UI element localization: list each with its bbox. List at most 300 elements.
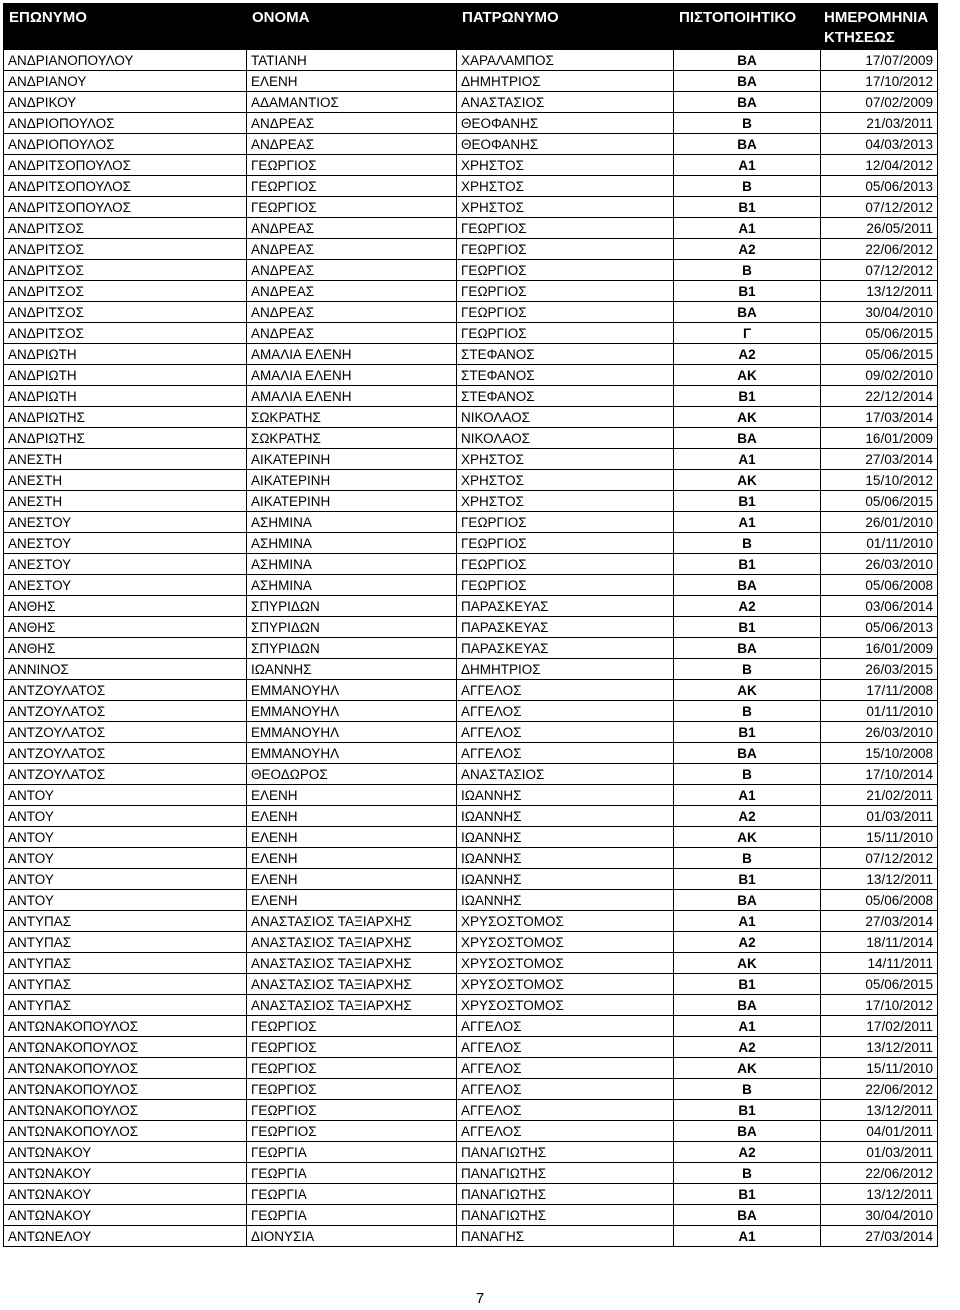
cell-date: 01/11/2010 (821, 533, 938, 554)
cell-surname: ΑΝΕΣΤΗ (4, 470, 247, 491)
header-surname: ΕΠΩΝΥΜΟ (4, 4, 247, 50)
cell-date: 01/03/2011 (821, 806, 938, 827)
cell-certificate: ΒΑ (674, 890, 821, 911)
cell-date: 15/10/2012 (821, 470, 938, 491)
table-body (4, 50, 938, 1247)
cell-patronymic: ΓΕΩΡΓΙΟΣ (457, 575, 674, 596)
table-row (4, 1184, 938, 1205)
cell-certificate: Β (674, 533, 821, 554)
cell-certificate: ΑΚ (674, 680, 821, 701)
table-row (4, 176, 938, 197)
cell-certificate: ΒΑ (674, 50, 821, 71)
cell-date: 03/06/2014 (821, 596, 938, 617)
table-row (4, 260, 938, 281)
cell-name: ΕΛΕΝΗ (247, 848, 457, 869)
cell-certificate: ΑΚ (674, 1058, 821, 1079)
cell-patronymic: ΓΕΩΡΓΙΟΣ (457, 323, 674, 344)
cell-name: ΑΣΗΜΙΝΑ (247, 533, 457, 554)
cell-surname: ΑΝΤΩΝΑΚΟΠΟΥΛΟΣ (4, 1100, 247, 1121)
cell-patronymic: ΠΑΝΑΓΙΩΤΗΣ (457, 1205, 674, 1226)
cell-patronymic: ΑΓΓΕΛΟΣ (457, 1016, 674, 1037)
table-row (4, 92, 938, 113)
cell-date: 27/03/2014 (821, 449, 938, 470)
cell-patronymic: ΣΤΕΦΑΝΟΣ (457, 365, 674, 386)
cell-surname: ΑΝΤΩΝΑΚΟΠΟΥΛΟΣ (4, 1121, 247, 1142)
cell-patronymic: ΧΑΡΑΛΑΜΠΟΣ (457, 50, 674, 71)
table-row (4, 470, 938, 491)
table-row (4, 596, 938, 617)
cell-patronymic: ΝΙΚΟΛΑΟΣ (457, 428, 674, 449)
table-row (4, 449, 938, 470)
cell-patronymic: ΙΩΑΝΝΗΣ (457, 848, 674, 869)
cell-patronymic: ΑΓΓΕΛΟΣ (457, 722, 674, 743)
cell-surname: ΑΝΘΗΣ (4, 617, 247, 638)
cell-date: 18/11/2014 (821, 932, 938, 953)
table-row (4, 743, 938, 764)
cell-name: ΣΠΥΡΙΔΩΝ (247, 617, 457, 638)
cell-certificate: Α2 (674, 1142, 821, 1163)
cell-name: ΣΩΚΡΑΤΗΣ (247, 428, 457, 449)
cell-name: ΕΛΕΝΗ (247, 827, 457, 848)
cell-patronymic: ΙΩΑΝΝΗΣ (457, 806, 674, 827)
cell-certificate: Α2 (674, 596, 821, 617)
cell-surname: ΑΝΔΡΙΩΤΗ (4, 344, 247, 365)
cell-date: 22/06/2012 (821, 1163, 938, 1184)
cell-name: ΓΕΩΡΓΙΟΣ (247, 1037, 457, 1058)
cell-surname: ΑΝΔΡΙΟΠΟΥΛΟΣ (4, 134, 247, 155)
cell-patronymic: ΠΑΡΑΣΚΕΥΑΣ (457, 596, 674, 617)
cell-patronymic: ΓΕΩΡΓΙΟΣ (457, 281, 674, 302)
cell-name: ΑΝΔΡΕΑΣ (247, 218, 457, 239)
cell-name: ΓΕΩΡΓΙΟΣ (247, 1079, 457, 1100)
cell-date: 01/11/2010 (821, 701, 938, 722)
cell-surname: ΑΝΤΖΟΥΛΑΤΟΣ (4, 743, 247, 764)
cell-surname: ΑΝΤΖΟΥΛΑΤΟΣ (4, 722, 247, 743)
cell-patronymic: ΠΑΝΑΓΙΩΤΗΣ (457, 1142, 674, 1163)
cell-date: 09/02/2010 (821, 365, 938, 386)
cell-surname: ΑΝΔΡΙΤΣΟΣ (4, 281, 247, 302)
cell-patronymic: ΑΓΓΕΛΟΣ (457, 701, 674, 722)
cell-date: 21/03/2011 (821, 113, 938, 134)
cell-name: ΕΜΜΑΝΟΥΗΛ (247, 701, 457, 722)
table-row (4, 1226, 938, 1247)
table-row (4, 995, 938, 1016)
cell-date: 22/12/2014 (821, 386, 938, 407)
cell-surname: ΑΝΕΣΤΗ (4, 491, 247, 512)
cell-date: 26/01/2010 (821, 512, 938, 533)
header-acquisition-date (821, 4, 938, 50)
cell-surname: ΑΝΤΩΝΑΚΟΥ (4, 1163, 247, 1184)
cell-name: ΕΜΜΑΝΟΥΗΛ (247, 680, 457, 701)
header-date-line1: ΗΜΕΡΟΜΗΝΙΑ (824, 9, 929, 26)
cell-patronymic: ΓΕΩΡΓΙΟΣ (457, 218, 674, 239)
table-row (4, 344, 938, 365)
cell-certificate: Β (674, 848, 821, 869)
cell-surname: ΑΝΤΟΥ (4, 785, 247, 806)
cell-date: 13/12/2011 (821, 1037, 938, 1058)
cell-patronymic: ΠΑΝΑΓΙΩΤΗΣ (457, 1163, 674, 1184)
cell-patronymic: ΧΡΗΣΤΟΣ (457, 449, 674, 470)
cell-surname: ΑΝΤΥΠΑΣ (4, 953, 247, 974)
cell-patronymic: ΑΓΓΕΛΟΣ (457, 1079, 674, 1100)
cell-patronymic: ΧΡΥΣΟΣΤΟΜΟΣ (457, 974, 674, 995)
cell-surname: ΑΝΤΖΟΥΛΑΤΟΣ (4, 764, 247, 785)
cell-certificate: Β1 (674, 281, 821, 302)
cell-name: ΓΕΩΡΓΙΟΣ (247, 1016, 457, 1037)
cell-surname: ΑΝΔΡΙΩΤΗΣ (4, 407, 247, 428)
cell-name: ΕΛΕΝΗ (247, 785, 457, 806)
table-row (4, 827, 938, 848)
cell-name: ΣΠΥΡΙΔΩΝ (247, 638, 457, 659)
cell-date: 07/12/2012 (821, 260, 938, 281)
cell-certificate: Α2 (674, 239, 821, 260)
cell-certificate: ΑΚ (674, 407, 821, 428)
cell-surname: ΑΝΤΩΝΑΚΟΥ (4, 1205, 247, 1226)
cell-certificate: Α1 (674, 1016, 821, 1037)
cell-patronymic: ΑΓΓΕΛΟΣ (457, 743, 674, 764)
table-row (4, 722, 938, 743)
table-row (4, 575, 938, 596)
cell-surname: ΑΝΤΥΠΑΣ (4, 995, 247, 1016)
cell-certificate: Β1 (674, 386, 821, 407)
cell-name: ΑΜΑΛΙΑ ΕΛΕΝΗ (247, 386, 457, 407)
table-row (4, 764, 938, 785)
cell-name: ΑΙΚΑΤΕΡΙΝΗ (247, 470, 457, 491)
table-row (4, 638, 938, 659)
table-row (4, 428, 938, 449)
cell-patronymic: ΣΤΕΦΑΝΟΣ (457, 344, 674, 365)
cell-surname: ΑΝΔΡΙΤΣΟΠΟΥΛΟΣ (4, 197, 247, 218)
header-certificate: ΠΙΣΤΟΠΟΙΗΤΙΚΟ (674, 4, 821, 50)
cell-name: ΑΣΗΜΙΝΑ (247, 554, 457, 575)
cell-certificate: ΑΚ (674, 953, 821, 974)
cell-date: 17/03/2014 (821, 407, 938, 428)
cell-name: ΕΜΜΑΝΟΥΗΛ (247, 722, 457, 743)
cell-patronymic: ΓΕΩΡΓΙΟΣ (457, 260, 674, 281)
cell-certificate: ΑΚ (674, 827, 821, 848)
table-row (4, 953, 938, 974)
header-patronymic: ΠΑΤΡΩΝΥΜΟ (457, 4, 674, 50)
cell-patronymic: ΠΑΡΑΣΚΕΥΑΣ (457, 617, 674, 638)
cell-name: ΑΝΔΡΕΑΣ (247, 302, 457, 323)
cell-patronymic: ΙΩΑΝΝΗΣ (457, 869, 674, 890)
table-row (4, 281, 938, 302)
cell-patronymic: ΠΑΡΑΣΚΕΥΑΣ (457, 638, 674, 659)
cell-date: 21/02/2011 (821, 785, 938, 806)
cell-name: ΑΜΑΛΙΑ ΕΛΕΝΗ (247, 344, 457, 365)
cell-name: ΣΠΥΡΙΔΩΝ (247, 596, 457, 617)
cell-date: 26/03/2015 (821, 659, 938, 680)
cell-name: ΑΝΑΣΤΑΣΙΟΣ ΤΑΞΙΑΡΧΗΣ (247, 953, 457, 974)
cell-surname: ΑΝΤΩΝΑΚΟΠΟΥΛΟΣ (4, 1058, 247, 1079)
table-row (4, 491, 938, 512)
cell-date: 26/05/2011 (821, 218, 938, 239)
cell-surname: ΑΝΘΗΣ (4, 638, 247, 659)
cell-patronymic: ΓΕΩΡΓΙΟΣ (457, 512, 674, 533)
cell-certificate: ΒΑ (674, 575, 821, 596)
cell-surname: ΑΝΕΣΤΟΥ (4, 554, 247, 575)
cell-date: 05/06/2013 (821, 617, 938, 638)
cell-name: ΑΙΚΑΤΕΡΙΝΗ (247, 449, 457, 470)
cell-name: ΑΝΑΣΤΑΣΙΟΣ ΤΑΞΙΑΡΧΗΣ (247, 911, 457, 932)
table-row (4, 617, 938, 638)
cell-date: 07/12/2012 (821, 197, 938, 218)
cell-certificate: ΒΑ (674, 638, 821, 659)
cell-date: 17/10/2014 (821, 764, 938, 785)
cell-surname: ΑΝΔΡΙΩΤΗΣ (4, 428, 247, 449)
cell-name: ΑΣΗΜΙΝΑ (247, 575, 457, 596)
cell-surname: ΑΝΕΣΤΟΥ (4, 512, 247, 533)
table-row (4, 155, 938, 176)
cell-date: 17/07/2009 (821, 50, 938, 71)
cell-surname: ΑΝΤΥΠΑΣ (4, 911, 247, 932)
table-row (4, 302, 938, 323)
cell-surname: ΑΝΤΟΥ (4, 890, 247, 911)
table-row (4, 1037, 938, 1058)
cell-date: 07/12/2012 (821, 848, 938, 869)
table-row (4, 533, 938, 554)
cell-certificate: Β (674, 659, 821, 680)
cell-certificate: ΒΑ (674, 428, 821, 449)
cell-name: ΓΕΩΡΓΙΟΣ (247, 1058, 457, 1079)
cell-patronymic: ΑΓΓΕΛΟΣ (457, 1100, 674, 1121)
cell-certificate: ΒΑ (674, 71, 821, 92)
cell-surname: ΑΝΔΡΙΤΣΟΣ (4, 218, 247, 239)
table-row (4, 1163, 938, 1184)
cell-patronymic: ΑΓΓΕΛΟΣ (457, 680, 674, 701)
cell-date: 13/12/2011 (821, 1184, 938, 1205)
cell-name: ΓΕΩΡΓΙΑ (247, 1184, 457, 1205)
cell-certificate: Β1 (674, 491, 821, 512)
cell-patronymic: ΘΕΟΦΑΝΗΣ (457, 113, 674, 134)
cell-surname: ΑΝΤΟΥ (4, 806, 247, 827)
cell-patronymic: ΧΡΗΣΤΟΣ (457, 155, 674, 176)
cell-surname: ΑΝΔΡΙΤΣΟΣ (4, 260, 247, 281)
cell-surname: ΑΝΔΡΙΚΟΥ (4, 92, 247, 113)
cell-certificate: Β (674, 113, 821, 134)
cell-certificate: ΒΑ (674, 743, 821, 764)
cell-date: 16/01/2009 (821, 428, 938, 449)
header-date-line2: ΚΤΗΣΕΩΣ (824, 29, 895, 46)
cell-patronymic: ΧΡΗΣΤΟΣ (457, 176, 674, 197)
cell-surname: ΑΝΤΖΟΥΛΑΤΟΣ (4, 680, 247, 701)
table-row (4, 1205, 938, 1226)
cell-certificate: ΒΑ (674, 92, 821, 113)
table-row (4, 848, 938, 869)
cell-certificate: ΑΚ (674, 470, 821, 491)
cell-surname: ΑΝΤΩΝΑΚΟΠΟΥΛΟΣ (4, 1016, 247, 1037)
cell-patronymic: ΠΑΝΑΓΙΩΤΗΣ (457, 1184, 674, 1205)
table-row (4, 680, 938, 701)
table-row (4, 1079, 938, 1100)
cell-date: 04/03/2013 (821, 134, 938, 155)
cell-surname: ΑΝΔΡΙΤΣΟΣ (4, 302, 247, 323)
table-row (4, 239, 938, 260)
cell-patronymic: ΠΑΝΑΓΗΣ (457, 1226, 674, 1247)
cell-name: ΑΝΑΣΤΑΣΙΟΣ ΤΑΞΙΑΡΧΗΣ (247, 974, 457, 995)
page-number: 7 (475, 1290, 485, 1307)
table-row (4, 701, 938, 722)
cell-name: ΑΝΑΣΤΑΣΙΟΣ ΤΑΞΙΑΡΧΗΣ (247, 995, 457, 1016)
cell-surname: ΑΝΔΡΙΩΤΗ (4, 365, 247, 386)
cell-certificate: ΒΑ (674, 995, 821, 1016)
cell-name: ΑΝΔΡΕΑΣ (247, 134, 457, 155)
cell-name: ΙΩΑΝΝΗΣ (247, 659, 457, 680)
cell-certificate: Β1 (674, 974, 821, 995)
cell-date: 17/10/2012 (821, 71, 938, 92)
table-row (4, 554, 938, 575)
cell-date: 05/06/2015 (821, 491, 938, 512)
cell-name: ΓΕΩΡΓΙΟΣ (247, 197, 457, 218)
cell-patronymic: ΑΝΑΣΤΑΣΙΟΣ (457, 764, 674, 785)
cell-date: 27/03/2014 (821, 911, 938, 932)
cell-name: ΓΕΩΡΓΙΟΣ (247, 1100, 457, 1121)
cell-surname: ΑΝΤΟΥ (4, 869, 247, 890)
cell-date: 16/01/2009 (821, 638, 938, 659)
cell-surname: ΑΝΤΩΝΑΚΟΠΟΥΛΟΣ (4, 1079, 247, 1100)
table-row (4, 323, 938, 344)
cell-surname: ΑΝΕΣΤΟΥ (4, 575, 247, 596)
cell-patronymic: ΑΝΑΣΤΑΣΙΟΣ (457, 92, 674, 113)
table-row (4, 659, 938, 680)
cell-patronymic: ΧΡΗΣΤΟΣ (457, 470, 674, 491)
cell-patronymic: ΙΩΑΝΝΗΣ (457, 827, 674, 848)
table-row (4, 386, 938, 407)
cell-surname: ΑΝΘΗΣ (4, 596, 247, 617)
cell-name: ΑΝΔΡΕΑΣ (247, 323, 457, 344)
table-row (4, 1058, 938, 1079)
cell-name: ΤΑΤΙΑΝΗ (247, 50, 457, 71)
table-row (4, 1016, 938, 1037)
cell-surname: ΑΝΤΥΠΑΣ (4, 974, 247, 995)
cell-date: 04/01/2011 (821, 1121, 938, 1142)
cell-patronymic: ΧΡΗΣΤΟΣ (457, 197, 674, 218)
cell-certificate: Β (674, 701, 821, 722)
cell-certificate: Α1 (674, 155, 821, 176)
table-row (4, 1121, 938, 1142)
cell-certificate: Β (674, 260, 821, 281)
cell-date: 15/11/2010 (821, 827, 938, 848)
cell-name: ΕΛΕΝΗ (247, 890, 457, 911)
cell-date: 13/12/2011 (821, 281, 938, 302)
cell-date: 15/11/2010 (821, 1058, 938, 1079)
cell-patronymic: ΘΕΟΦΑΝΗΣ (457, 134, 674, 155)
cell-certificate: Β (674, 1079, 821, 1100)
table-row (4, 113, 938, 134)
cell-patronymic: ΙΩΑΝΝΗΣ (457, 890, 674, 911)
cell-surname: ΑΝΤΩΝΕΛΟΥ (4, 1226, 247, 1247)
cell-certificate: Β1 (674, 869, 821, 890)
cell-name: ΑΔΑΜΑΝΤΙΟΣ (247, 92, 457, 113)
cell-name: ΕΛΕΝΗ (247, 71, 457, 92)
cell-patronymic: ΧΡΥΣΟΣΤΟΜΟΣ (457, 932, 674, 953)
cell-name: ΑΝΔΡΕΑΣ (247, 113, 457, 134)
cell-patronymic: ΔΗΜΗΤΡΙΟΣ (457, 71, 674, 92)
cell-surname: ΑΝΔΡΙΤΣΟΣ (4, 239, 247, 260)
cell-surname: ΑΝΕΣΤΟΥ (4, 533, 247, 554)
cell-surname: ΑΝΔΡΙΤΣΟΠΟΥΛΟΣ (4, 155, 247, 176)
cell-patronymic: ΣΤΕΦΑΝΟΣ (457, 386, 674, 407)
cell-patronymic: ΔΗΜΗΤΡΙΟΣ (457, 659, 674, 680)
table-row (4, 1100, 938, 1121)
cell-certificate: Β1 (674, 554, 821, 575)
cell-certificate: Β1 (674, 722, 821, 743)
cell-patronymic: ΧΡΥΣΟΣΤΟΜΟΣ (457, 911, 674, 932)
cell-date: 15/10/2008 (821, 743, 938, 764)
table-row (4, 806, 938, 827)
cell-date: 05/06/2013 (821, 176, 938, 197)
cell-patronymic: ΙΩΑΝΝΗΣ (457, 785, 674, 806)
cell-surname: ΑΝΤΖΟΥΛΑΤΟΣ (4, 701, 247, 722)
cell-certificate: Γ (674, 323, 821, 344)
cell-surname: ΑΝΕΣΤΗ (4, 449, 247, 470)
cell-name: ΓΕΩΡΓΙΟΣ (247, 1121, 457, 1142)
cell-certificate: Β1 (674, 1184, 821, 1205)
cell-patronymic: ΧΡΥΣΟΣΤΟΜΟΣ (457, 953, 674, 974)
cell-name: ΕΜΜΑΝΟΥΗΛ (247, 743, 457, 764)
table-row (4, 197, 938, 218)
cell-surname: ΑΝΝΙΝΟΣ (4, 659, 247, 680)
cell-patronymic: ΑΓΓΕΛΟΣ (457, 1058, 674, 1079)
cell-certificate: Β1 (674, 617, 821, 638)
cell-name: ΑΝΑΣΤΑΣΙΟΣ ΤΑΞΙΑΡΧΗΣ (247, 932, 457, 953)
cell-surname: ΑΝΔΡΙΤΣΟΣ (4, 323, 247, 344)
cell-surname: ΑΝΔΡΙΤΣΟΠΟΥΛΟΣ (4, 176, 247, 197)
table-header (4, 4, 938, 50)
table-row (4, 218, 938, 239)
table-row (4, 512, 938, 533)
cell-surname: ΑΝΔΡΙΟΠΟΥΛΟΣ (4, 113, 247, 134)
cell-certificate: ΒΑ (674, 1205, 821, 1226)
cell-patronymic: ΑΓΓΕΛΟΣ (457, 1121, 674, 1142)
cell-date: 05/06/2015 (821, 323, 938, 344)
table-row (4, 407, 938, 428)
cell-certificate: Α2 (674, 806, 821, 827)
cell-date: 17/10/2012 (821, 995, 938, 1016)
cell-name: ΓΕΩΡΓΙΟΣ (247, 176, 457, 197)
cell-certificate: ΒΑ (674, 134, 821, 155)
cell-name: ΓΕΩΡΓΙΑ (247, 1205, 457, 1226)
cell-date: 05/06/2015 (821, 344, 938, 365)
cell-name: ΣΩΚΡΑΤΗΣ (247, 407, 457, 428)
cell-name: ΘΕΟΔΩΡΟΣ (247, 764, 457, 785)
cell-date: 05/06/2008 (821, 575, 938, 596)
cell-name: ΑΝΔΡΕΑΣ (247, 260, 457, 281)
table-row (4, 365, 938, 386)
cell-certificate: ΑΚ (674, 365, 821, 386)
cell-name: ΑΝΔΡΕΑΣ (247, 239, 457, 260)
cell-date: 26/03/2010 (821, 554, 938, 575)
cell-surname: ΑΝΤΥΠΑΣ (4, 932, 247, 953)
cell-patronymic: ΓΕΩΡΓΙΟΣ (457, 239, 674, 260)
cell-date: 13/12/2011 (821, 1100, 938, 1121)
cell-date: 05/06/2008 (821, 890, 938, 911)
cell-date: 14/11/2011 (821, 953, 938, 974)
cell-date: 12/04/2012 (821, 155, 938, 176)
header-name: ΟΝΟΜΑ (247, 4, 457, 50)
cell-patronymic: ΑΓΓΕΛΟΣ (457, 1037, 674, 1058)
cell-certificate: Α1 (674, 785, 821, 806)
cell-date: 30/04/2010 (821, 302, 938, 323)
certificates-table (3, 3, 938, 1247)
cell-certificate: Β (674, 1163, 821, 1184)
cell-patronymic: ΧΡΗΣΤΟΣ (457, 491, 674, 512)
cell-date: 13/12/2011 (821, 869, 938, 890)
cell-certificate: Α2 (674, 344, 821, 365)
cell-certificate: ΒΑ (674, 1121, 821, 1142)
table-row (4, 50, 938, 71)
cell-name: ΕΛΕΝΗ (247, 869, 457, 890)
